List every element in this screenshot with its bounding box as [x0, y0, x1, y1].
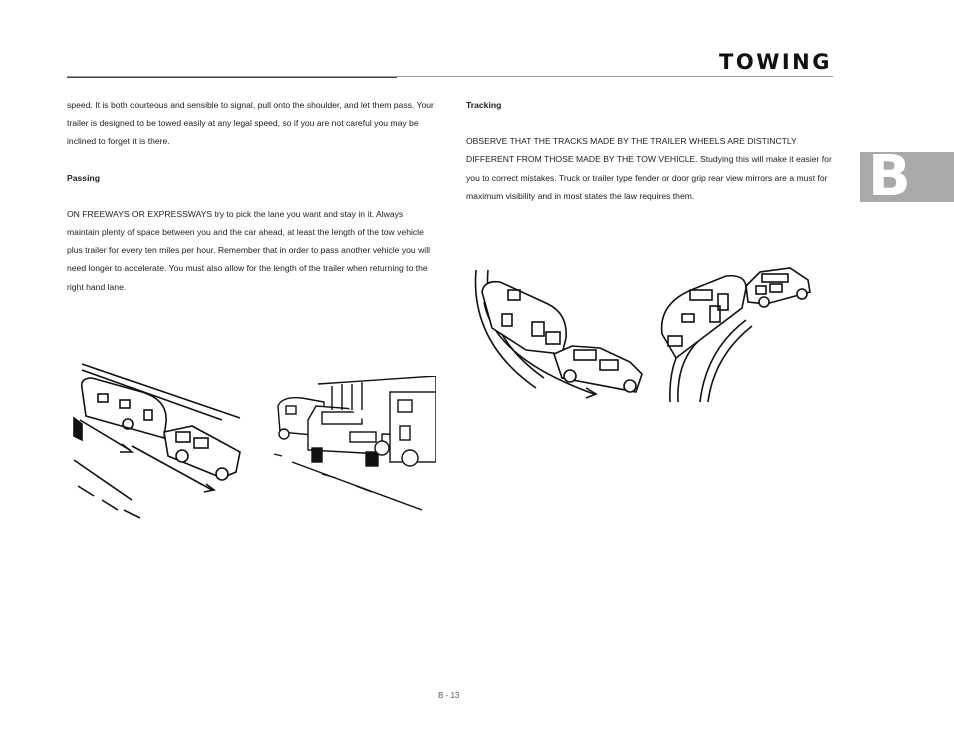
header-rule-accent — [67, 77, 397, 78]
left-column — [67, 96, 437, 296]
heading-passing: Passing — [67, 172, 100, 183]
illustration-passing-lanes — [72, 360, 244, 522]
paragraph-tracking: OBSERVE THAT THE TRACKS MADE BY THE TRAILER WHEELS ARE DISTINCTLY DIFFERENT FROM THOSE MADE BY THE TOW VEHICLE. Studying this will make it easier for you to correct mistakes. Truck or trailer type fender or door grip rear view mirrors are a must for maximum visibility and in most states the law requires them. — [466, 136, 832, 201]
illustration-tracking-turn — [656, 262, 814, 404]
illustration-tracking-curve — [470, 262, 646, 400]
illustration-truck-passing — [272, 376, 436, 514]
paragraph-passing: ON FREEWAYS OR EXPRESSWAYS try to pick the lane you want and stay in it. Always maintain plenty of space between you and the car ahead, at least the length of the tow vehicle plus trailer for every ten miles per hour. Remember that in order to pass another vehicle you will need longer to accelerate. You must also allow for the length of the trailer when returning to the right hand lane. — [67, 208, 431, 292]
page-number: B - 13 — [438, 691, 460, 700]
page-title: TOWING — [719, 50, 832, 74]
heading-tracking: Tracking — [466, 100, 502, 110]
paragraph-speed: speed. It is both courteous and sensible to signal, pull onto the shoulder, and let them pass. Your trailer is designed to be towed easily at any legal speed, so if you are not careful you may be inclined to forget it is there. — [67, 100, 434, 147]
section-tab — [860, 144, 954, 209]
section-letter: B — [868, 144, 911, 209]
right-column — [466, 96, 836, 205]
